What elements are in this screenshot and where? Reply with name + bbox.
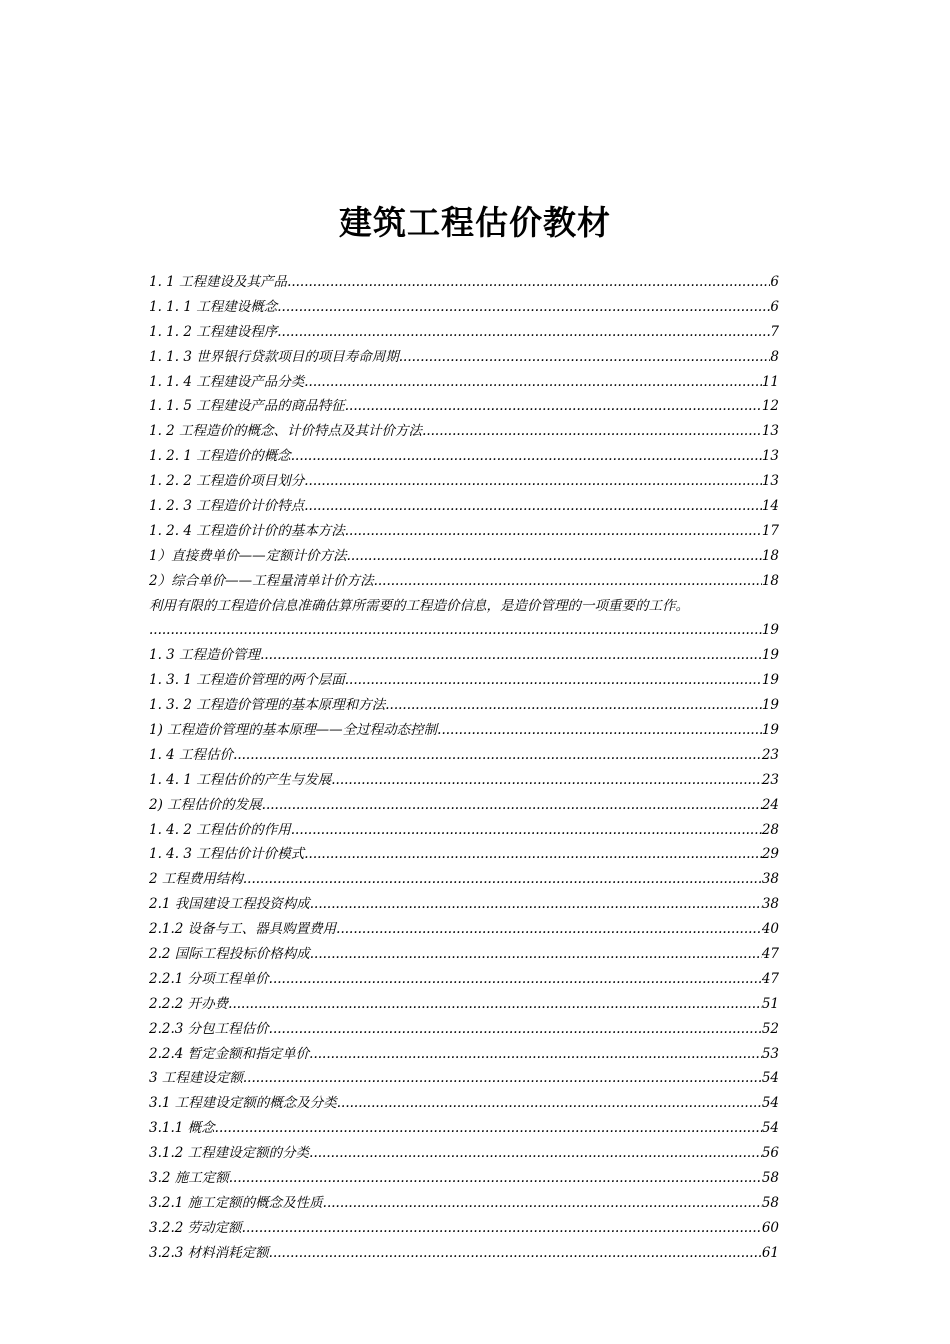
toc-dot-leader: [310, 892, 762, 917]
toc-entry-title: 2.1 我国建设工程投资构成: [149, 896, 310, 913]
toc-entry-title: 3.2.2 劳动定额: [149, 1219, 242, 1236]
toc-entry[interactable]: [149, 842, 779, 867]
toc-entry-title: 3 工程建设定额: [149, 1070, 243, 1087]
toc-entry-page-number: 11: [761, 373, 779, 390]
toc-dot-leader: [304, 370, 762, 395]
toc-entry-page-number: 58: [761, 1170, 779, 1187]
toc-entry[interactable]: [149, 818, 779, 843]
toc-dot-leader: [269, 1241, 762, 1266]
toc-entry[interactable]: [149, 345, 779, 370]
toc-entry-title: 1. 3. 2 工程造价管理的基本原理和方法: [149, 697, 386, 714]
toc-dot-leader: [149, 618, 762, 643]
toc-entry-title: 1）直接费单价——定额计价方法: [149, 547, 347, 564]
toc-entry[interactable]: [149, 867, 779, 892]
toc-entry[interactable]: [149, 1042, 779, 1067]
toc-entry-title: 1. 1. 3 世界银行贷款项目的项目寿命周期: [149, 348, 399, 365]
toc-dot-leader: [229, 1166, 762, 1191]
toc-entry[interactable]: [149, 295, 779, 320]
toc-entry-page-number: 17: [761, 522, 779, 539]
toc-dot-leader: [309, 1141, 762, 1166]
toc-entry[interactable]: [149, 1017, 779, 1042]
toc-entry-title: 1. 4 工程估价: [149, 746, 234, 763]
toc-entry-title: 1. 4. 3 工程估价计价模式: [149, 846, 305, 863]
toc-dot-leader: [304, 469, 762, 494]
toc-entry[interactable]: [149, 594, 779, 619]
toc-entry-title: 3.2.3 材料消耗定额: [149, 1244, 269, 1261]
toc-dot-leader: [345, 668, 762, 693]
toc-entry-page-number: 40: [761, 921, 779, 938]
toc-entry-page-number: 6: [770, 273, 779, 290]
toc-entry-title: 2.2.4 暂定金额和指定单价: [149, 1045, 310, 1062]
toc-entry-page-number: 58: [761, 1194, 779, 1211]
toc-entry-page-number: 38: [761, 871, 779, 888]
toc-entry-page-number: 23: [761, 771, 779, 788]
toc-dot-leader: [345, 394, 762, 419]
toc-entry-title: 1) 工程造价管理的基本原理——全过程动态控制: [149, 722, 438, 739]
toc-dot-leader: [269, 1017, 762, 1042]
toc-entry[interactable]: [149, 544, 779, 569]
toc-entry-title: 3.2.1 施工定额的概念及性质: [149, 1194, 323, 1211]
toc-entry-page-number: 23: [761, 746, 779, 763]
toc-entry[interactable]: [149, 1166, 779, 1191]
toc-dot-leader: [233, 743, 762, 768]
toc-dot-leader: [337, 1091, 762, 1116]
toc-dot-leader: [374, 569, 762, 594]
toc-entry[interactable]: [149, 469, 779, 494]
toc-entry[interactable]: [149, 1191, 779, 1216]
toc-entry[interactable]: [149, 270, 779, 295]
toc-entry-page-number: 51: [761, 995, 779, 1012]
toc-entry[interactable]: [149, 768, 779, 793]
toc-dot-leader: [243, 1067, 762, 1092]
toc-entry-page-number: 52: [761, 1020, 779, 1037]
toc-entry-title: 3.1.1 概念: [149, 1120, 215, 1137]
toc-entry[interactable]: [149, 917, 779, 942]
toc-dot-leader: [323, 1191, 762, 1216]
toc-dot-leader: [287, 270, 770, 295]
toc-dot-leader: [336, 917, 762, 942]
toc-entry-title: 1. 1 工程建设及其产品: [149, 273, 288, 290]
toc-entry[interactable]: [149, 942, 779, 967]
toc-entry-title: 3.1 工程建设定额的概念及分类: [149, 1095, 337, 1112]
toc-entry-page-number: 29: [761, 846, 779, 863]
toc-entry-page-number: 12: [761, 398, 779, 415]
toc-entry-page-number: 53: [761, 1045, 779, 1062]
toc-entry-page-number: 54: [761, 1120, 779, 1137]
toc-entry[interactable]: [149, 668, 779, 693]
toc-entry-title: 1. 3 工程造价管理: [149, 647, 261, 664]
toc-entry-title: 1. 2. 2 工程造价项目划分: [149, 473, 305, 490]
toc-entry[interactable]: [149, 618, 779, 643]
toc-dot-leader: [262, 793, 762, 818]
toc-entry[interactable]: [149, 1241, 779, 1266]
toc-entry-page-number: 47: [761, 946, 779, 963]
toc-entry-page-number: 18: [761, 572, 779, 589]
toc-dot-leader: [385, 693, 762, 718]
toc-entry-page-number: 19: [761, 672, 779, 689]
toc-entry-page-number: 13: [761, 423, 779, 440]
toc-entry[interactable]: [149, 643, 779, 668]
toc-entry-title: 1. 4. 1 工程估价的产生与发展: [149, 771, 332, 788]
toc-entry-title: 3.1.2 工程建设定额的分类: [149, 1145, 310, 1162]
toc-dot-leader: [310, 942, 762, 967]
toc-entry-title: 1. 2 工程造价的概念、计价特点及其计价方法: [149, 423, 423, 440]
toc-entry[interactable]: [149, 444, 779, 469]
toc-entry[interactable]: [149, 967, 779, 992]
toc-entry[interactable]: [149, 693, 779, 718]
toc-entry-page-number: 38: [761, 896, 779, 913]
toc-dot-leader: [309, 1042, 762, 1067]
toc-entry[interactable]: [149, 718, 779, 743]
toc-entry-page-number: 13: [761, 448, 779, 465]
toc-entry[interactable]: [149, 1141, 779, 1166]
toc-entry-page-number: 19: [761, 722, 779, 739]
toc-entry-title: 2.2.1 分项工程单价: [149, 970, 269, 987]
toc-entry[interactable]: [149, 370, 779, 395]
toc-entry-title: 2.2 国际工程投标价格构成: [149, 946, 310, 963]
toc-entry-title: 2) 工程估价的发展: [149, 796, 262, 813]
toc-entry[interactable]: [149, 569, 779, 594]
toc-entry[interactable]: [149, 892, 779, 917]
toc-entry-title: 1. 1. 1 工程建设概念: [149, 298, 278, 315]
toc-entry-title: 1. 4. 2 工程估价的作用: [149, 821, 291, 838]
toc-dot-leader: [304, 494, 762, 519]
toc-entry-page-number: 6: [770, 298, 779, 315]
toc-entry-page-number: 18: [761, 547, 779, 564]
toc-entry[interactable]: [149, 1216, 779, 1241]
toc-entry-title: 1. 1. 5 工程建设产品的商品特征: [149, 398, 345, 415]
toc-entry-page-number: 56: [761, 1145, 779, 1162]
toc-dot-leader: [422, 419, 762, 444]
toc-dot-leader: [277, 295, 770, 320]
toc-entry-page-number: 13: [761, 473, 779, 490]
toc-entry-page-number: 19: [761, 622, 779, 639]
toc-dot-leader: [269, 967, 762, 992]
toc-dot-leader: [243, 867, 762, 892]
toc-entry-title: 2 工程费用结构: [149, 871, 243, 888]
toc-entry-title: 2）综合单价——工程量清单计价方法: [149, 572, 374, 589]
toc-entry[interactable]: [149, 992, 779, 1017]
toc-dot-leader: [399, 345, 771, 370]
toc-entry-title: 2.2.3 分包工程估价: [149, 1020, 269, 1037]
toc-entry[interactable]: [149, 1091, 779, 1116]
toc-dot-leader: [347, 544, 762, 569]
toc-entry-title: 1. 2. 4 工程造价计价的基本方法: [149, 522, 345, 539]
toc-entry[interactable]: [149, 1067, 779, 1092]
toc-entry-title: 2.2.2 开办费: [149, 995, 229, 1012]
table-of-contents: [149, 270, 779, 1266]
toc-entry-page-number: 54: [761, 1095, 779, 1112]
toc-entry[interactable]: [149, 519, 779, 544]
toc-entry-title: 1. 1. 4 工程建设产品分类: [149, 373, 305, 390]
toc-dot-leader: [331, 768, 762, 793]
toc-entry-title: 利用有限的工程造价信息准确估算所需要的工程造价信息，是造价管理的一项重要的工作。: [149, 597, 689, 614]
toc-entry[interactable]: [149, 494, 779, 519]
toc-entry-title: 3.2 施工定额: [149, 1170, 229, 1187]
toc-entry-page-number: 7: [770, 323, 779, 340]
toc-entry-page-number: 8: [770, 348, 779, 365]
toc-dot-leader: [242, 1216, 762, 1241]
toc-dot-leader: [260, 643, 762, 668]
toc-entry-page-number: 19: [761, 697, 779, 714]
toc-entry-page-number: 54: [761, 1070, 779, 1087]
toc-dot-leader: [291, 444, 762, 469]
toc-entry-title: 1. 2. 1 工程造价的概念: [149, 448, 291, 465]
toc-dot-leader: [291, 818, 762, 843]
toc-dot-leader: [215, 1116, 762, 1141]
toc-entry-title: 2.1.2 设备与工、器具购置费用: [149, 921, 337, 938]
toc-entry[interactable]: [149, 419, 779, 444]
toc-entry-title: 1. 1. 2 工程建设程序: [149, 323, 278, 340]
toc-entry-page-number: 61: [761, 1244, 779, 1261]
toc-dot-leader: [304, 842, 762, 867]
toc-entry-page-number: 47: [761, 970, 779, 987]
toc-entry-page-number: 28: [761, 821, 779, 838]
toc-entry[interactable]: [149, 793, 779, 818]
toc-entry-page-number: 19: [761, 647, 779, 664]
toc-dot-leader: [345, 519, 762, 544]
toc-entry[interactable]: [149, 1116, 779, 1141]
toc-entry[interactable]: [149, 394, 779, 419]
toc-dot-leader: [277, 320, 770, 345]
toc-entry-title: 1. 3. 1 工程造价管理的两个层面: [149, 672, 345, 689]
toc-entry[interactable]: [149, 320, 779, 345]
toc-entry-page-number: 24: [761, 796, 779, 813]
toc-entry-page-number: 60: [761, 1219, 779, 1236]
toc-entry[interactable]: [149, 743, 779, 768]
toc-dot-leader: [228, 992, 762, 1017]
toc-dot-leader: [437, 718, 762, 743]
document-title: 建筑工程估价教材: [339, 203, 611, 242]
toc-entry-page-number: 14: [761, 498, 779, 514]
toc-entry-title: 1. 2. 3 工程造价计价特点: [149, 498, 305, 514]
